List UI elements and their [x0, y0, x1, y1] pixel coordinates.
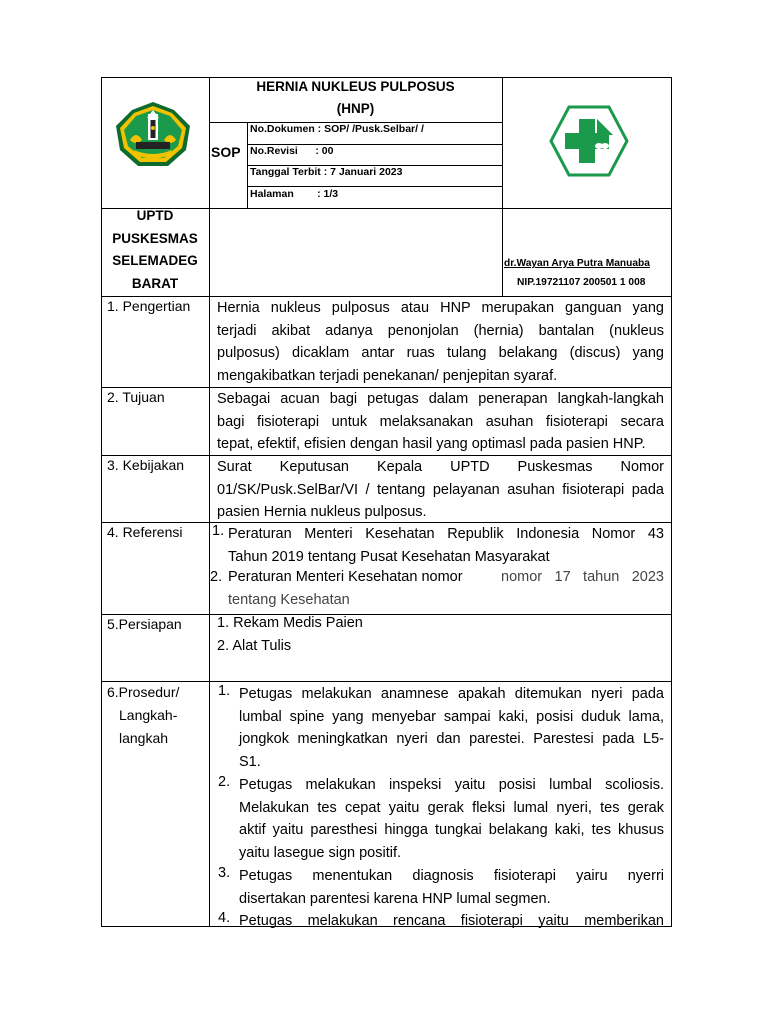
- body-line: Petugas melakukan anamnese apakah ditemukan nyeri pada: [239, 686, 664, 702]
- procedure-step: [239, 774, 664, 865]
- body-line: lumbal spine yang menyebar sampai kaki, posisi duduk lama,: [239, 708, 664, 725]
- body-line: Hernia nukleus pulposus atau HNP merupakan ganguan yang: [217, 300, 664, 316]
- body-line: Melakukan tes cepat yaitu gerak fleksi lumal nyeri, tes gerak: [239, 799, 664, 816]
- body-line: yaitu lasegue sign positif.: [239, 845, 402, 862]
- body-line: terjadi akibat adanya penonjolan (hernia) bantalan (nukleus: [217, 322, 664, 339]
- meta-divider: [247, 186, 502, 187]
- signer-name: dr.Wayan Arya Putra Manuaba: [504, 258, 650, 269]
- procedure-step: [239, 683, 664, 774]
- reference-text-gray: tentang Kesehatan: [228, 592, 350, 608]
- reference-item: [228, 523, 664, 568]
- list-item: 1. Rekam Medis Paien: [217, 615, 363, 631]
- body-line: Peraturan Menteri Kesehatan Republik Indonesia Nomor 43: [228, 526, 664, 542]
- body-line: 01/SK/Pusk.SelBar/VI / tentang pelayanan asuhan fisioterapi pada: [217, 481, 664, 498]
- body-line: Petugas menentukan diagnosis fisioterapi yairu nyerri: [239, 868, 664, 884]
- list-number: 1.: [212, 523, 225, 539]
- section-label-prosedur: langkah: [119, 730, 169, 746]
- table-border-right: [671, 77, 672, 927]
- body-line: Petugas melakukan inspeksi yaitu posisi lumbal scoliosis.: [239, 777, 664, 793]
- section-label-kebijakan: 3. Kebijakan: [107, 457, 185, 473]
- body-line: Tahun 2019 tentang Pusat Kesehatan Masyarakat: [228, 548, 550, 565]
- document-number: No.Dokumen : SOP/ /Pusk.Selbar/ /: [250, 123, 424, 135]
- page-number: Halaman : 1/3: [250, 188, 339, 200]
- section-label-tujuan: 2. Tujuan: [107, 389, 165, 405]
- issue-date: Tanggal Terbit : 7 Januari 2023: [250, 166, 403, 178]
- org-name-line: PUSKESMAS: [112, 231, 198, 246]
- revision-number: No.Revisi : 00: [250, 145, 334, 157]
- body-line: Sebagai acuan bagi petugas dalam penerapan langkah-langkah: [217, 391, 664, 407]
- section-label-prosedur: Langkah-: [119, 707, 178, 723]
- puskesmas-logo-icon: [549, 105, 629, 177]
- list-number: 3.: [218, 865, 231, 881]
- body-line: S1.: [239, 754, 261, 771]
- list-number: 1.: [218, 683, 231, 699]
- list-number: 4.: [218, 910, 231, 926]
- org-name-line: UPTD: [136, 208, 174, 223]
- section-body-pengertian: [217, 297, 664, 388]
- body-line: pasien Hernia nukleus pulposus.: [217, 504, 427, 521]
- body-line: aktif yaitu paresthesi hingga tungkai belakang kaki, tes khusus: [239, 822, 664, 839]
- list-number: 2.: [210, 569, 223, 585]
- section-label-prosedur: 6.Prosedur/: [107, 684, 180, 700]
- list-item: 2. Alat Tulis: [217, 638, 292, 654]
- body-line: disertakan parentesi karena HNP lumal segmen.: [239, 890, 551, 907]
- table-border-top: [101, 77, 672, 78]
- list-number: 2.: [218, 774, 231, 790]
- reference-text-gray: nomor 17 tahun 2023: [501, 569, 664, 585]
- signer-nip: NIP.19721107 200501 1 008: [517, 277, 646, 288]
- reference-text: Peraturan Menteri Kesehatan nomor: [228, 569, 463, 585]
- section-label-pengertian: 1. Pengertian: [107, 298, 191, 314]
- section-body-tujuan: [217, 388, 664, 456]
- body-line: jongkok meningkatkan nyeri dan parestei. Parestesi pada L5-: [239, 731, 664, 748]
- body-line: mengakibatkan terjadi penekanan/ penjepitan syaraf.: [217, 368, 558, 385]
- document-title-line1: HERNIA NUKLEUS PULPOSUS: [256, 79, 455, 94]
- section-body-kebijakan: [217, 456, 664, 524]
- org-name-line: BARAT: [131, 276, 179, 291]
- sop-label: SOP: [211, 144, 241, 160]
- body-line: bagi fisioterapi untuk melaksanakan asuhan fisioterapi secara: [217, 413, 664, 430]
- regency-emblem-icon: [112, 100, 194, 170]
- row-divider: [101, 614, 672, 615]
- body-line: tepat, efektif, efisien dengan hasil yang optimasl pada pasien HNP.: [217, 436, 646, 453]
- section-label-persiapan: 5.Persiapan: [107, 616, 182, 632]
- header-right-divider: [502, 77, 503, 296]
- document-title-line2: (HNP): [336, 101, 375, 116]
- org-name-line: SELEMADEG: [112, 253, 198, 268]
- row-divider: [101, 681, 672, 682]
- procedure-step: [239, 865, 664, 910]
- procedure-step: [239, 910, 664, 933]
- body-line: Surat Keputusan Kepala UPTD Puskesmas Nomor: [217, 459, 664, 475]
- table-border-left: [101, 77, 102, 927]
- column-divider: [209, 77, 210, 926]
- body-line: pulposus) dicaklam antar ruas tulang belakang (discus) yang: [217, 345, 664, 362]
- body-line: Petugas melakukan rencana fisioterapi yaitu memberikan: [239, 913, 664, 929]
- section-label-referensi: 4. Referensi: [107, 524, 183, 540]
